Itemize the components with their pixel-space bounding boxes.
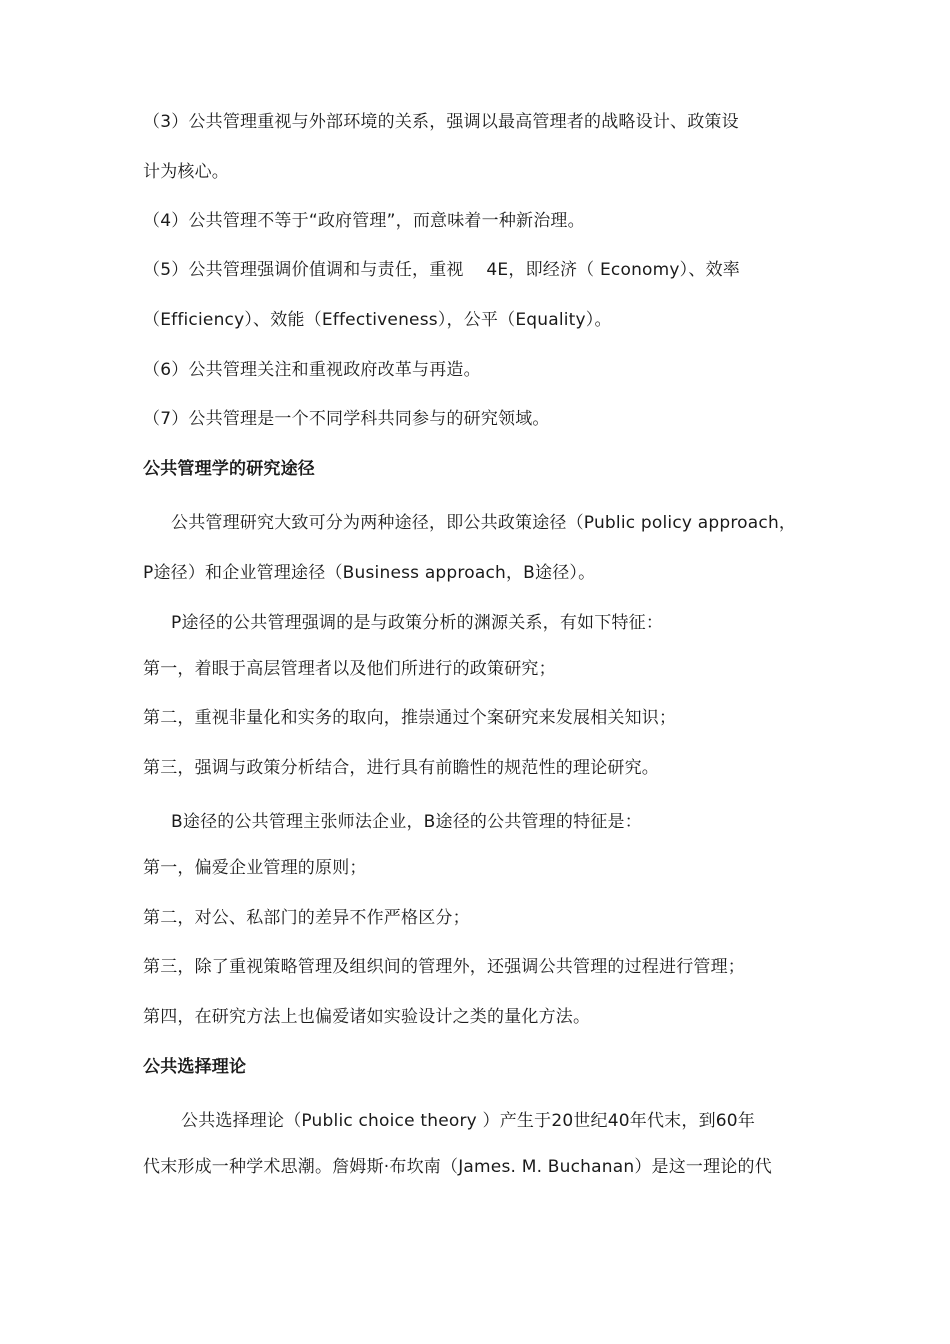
p-approach-intro: P途径的公共管理强调的是与政策分析的渊源关系，有如下特征： <box>171 613 664 633</box>
paragraph-line: P途径）和企业管理途径（Business approach，B途径）。 <box>143 563 596 583</box>
list-item-3-continuation: 计为核心。 <box>143 162 229 182</box>
p-approach-item-3: 第三，强调与政策分析结合，进行具有前瞻性的规范性的理论研究。 <box>143 758 659 778</box>
paragraph-line: 代末形成一种学术思潮。詹姆斯·布坎南（James. M. Buchanan）是这一理论的代 <box>143 1157 772 1177</box>
section-heading-research-approaches: 公共管理学的研究途径 <box>143 459 315 479</box>
b-approach-intro: B途径的公共管理主张师法企业，B途径的公共管理的特征是： <box>171 812 642 832</box>
p-approach-item-1: 第一，着眼于高层管理者以及他们所进行的政策研究； <box>143 659 556 679</box>
b-approach-item-3: 第三，除了重视策略管理及组织间的管理外，还强调公共管理的过程进行管理； <box>143 957 745 977</box>
section-heading-public-choice: 公共选择理论 <box>143 1057 247 1077</box>
list-item-6: （6）公共管理关注和重视政府改革与再造。 <box>143 360 481 380</box>
list-item-4: （4）公共管理不等于“政府管理”，而意味着一种新治理。 <box>143 211 585 231</box>
b-approach-item-2: 第二，对公、私部门的差异不作严格区分； <box>143 908 470 928</box>
paragraph-line: 公共管理研究大致可分为两种途径，即公共政策途径（Public policy approach， <box>171 513 797 533</box>
list-item-3: （3）公共管理重视与外部环境的关系，强调以最高管理者的战略设计、政策设 <box>143 112 739 132</box>
b-approach-item-1: 第一，偏爱企业管理的原则； <box>143 858 367 878</box>
b-approach-item-4: 第四，在研究方法上也偏爱诸如实验设计之类的量化方法。 <box>143 1007 591 1027</box>
p-approach-item-2: 第二，重视非量化和实务的取向，推崇通过个案研究来发展相关知识； <box>143 708 677 728</box>
list-item-5-continuation: （Efficiency）、效能（Effectiveness），公平（Equality）。 <box>143 310 612 330</box>
list-item-5: （5）公共管理强调价值调和与责任，重视 4E，即经济（ Economy）、效率 <box>143 260 740 280</box>
paragraph-line: 公共选择理论（Public choice theory ）产生于20世纪40年代末，到60年 <box>181 1111 756 1131</box>
list-item-7: （7）公共管理是一个不同学科共同参与的研究领域。 <box>143 409 550 429</box>
